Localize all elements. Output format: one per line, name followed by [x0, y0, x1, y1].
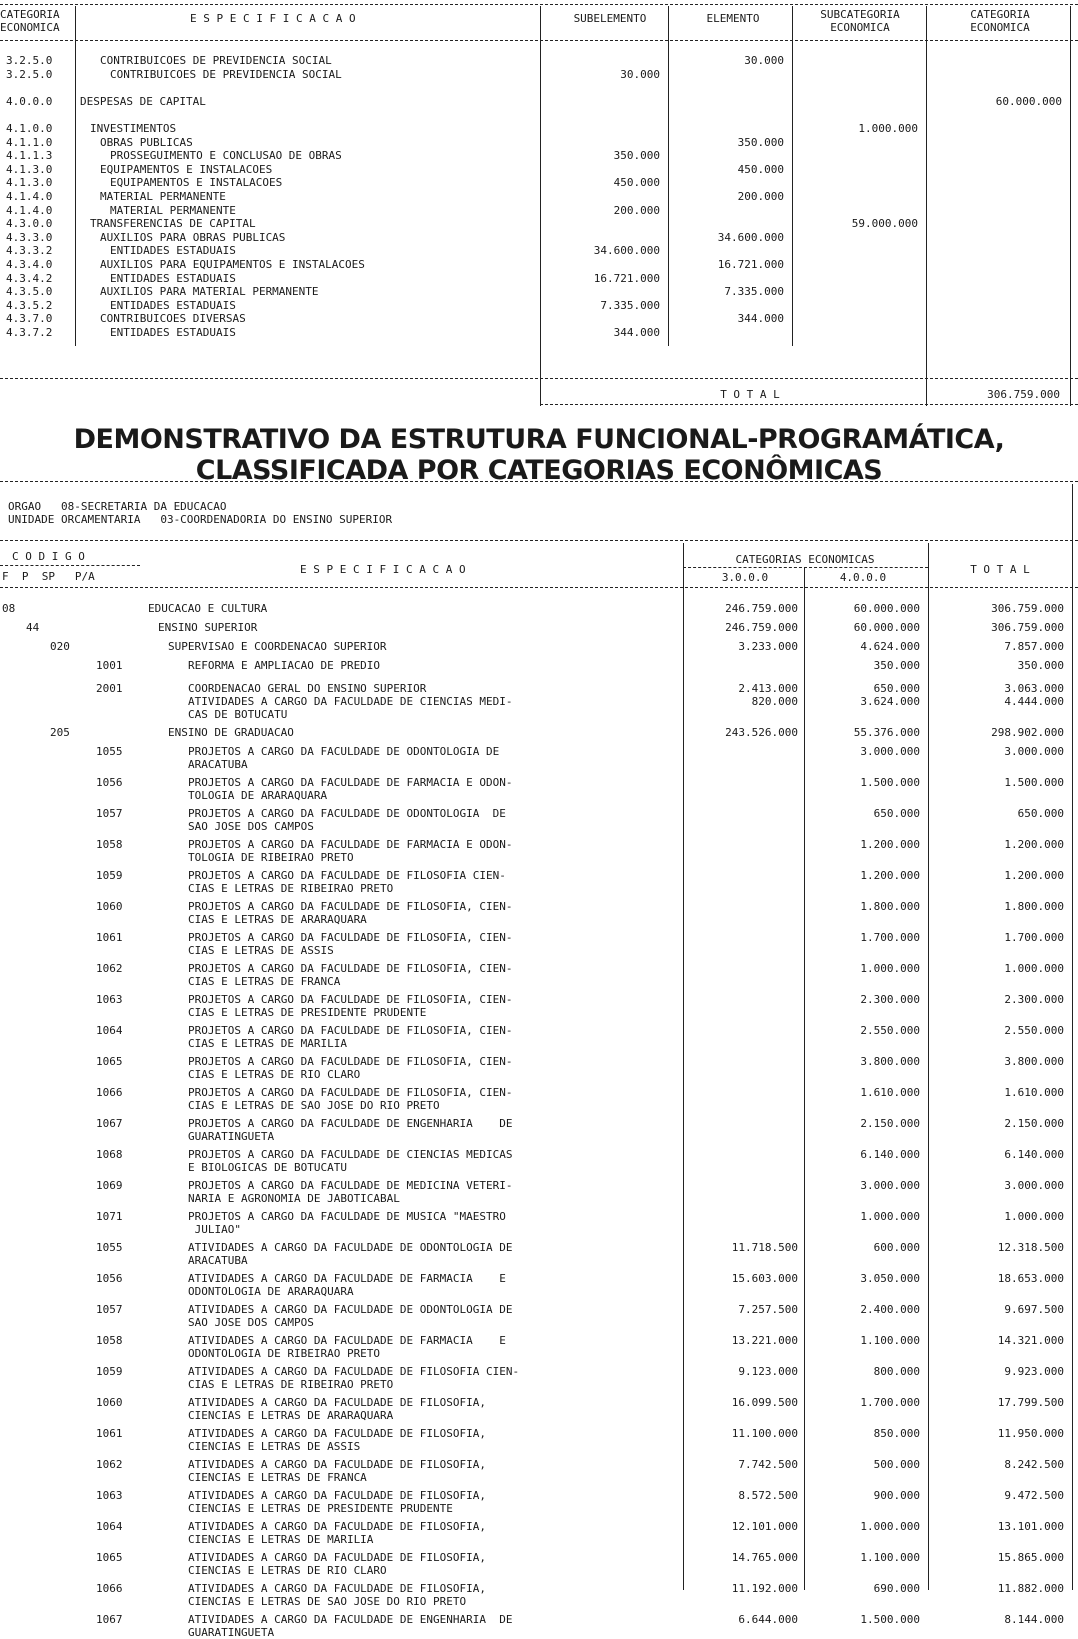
row-desc: PROJETOS A CARGO DA FACULDADE DE FARMACIA E ODON- TOLOGIA DE ARARAQUARA [188, 776, 513, 802]
row-total: 9.697.500 [1004, 1303, 1064, 1316]
row-elemento: 200.000 [737, 190, 784, 203]
row-desc: ENSINO DE GRADUACAO [168, 726, 294, 739]
cat-header-l1: CATEGORIA [0, 8, 60, 21]
row-pa: 1057 [96, 807, 123, 820]
row-code: 3.2.5.0 [6, 68, 53, 81]
row-total: 3.000.000 [1004, 745, 1064, 758]
row-c4: 3.050.000 [860, 1272, 920, 1285]
row-c3: 13.221.000 [731, 1334, 798, 1347]
row-c4: 2.300.000 [860, 993, 920, 1006]
row-c4: 800.000 [873, 1365, 920, 1378]
row-total: 1.200.000 [1004, 869, 1064, 882]
row-code: 4.1.4.0 [6, 190, 53, 203]
row-pa: 1056 [96, 1272, 123, 1285]
row-c3: 3.233.000 [738, 640, 798, 653]
row-total: 350.000 [1017, 659, 1064, 672]
row-desc: EQUIPAMENTOS E INSTALACOES [110, 176, 283, 189]
vrule-spec [540, 6, 541, 406]
catg-header-l1: CATEGORIA [970, 8, 1030, 21]
row-subelemento: 350.000 [613, 149, 660, 162]
row-desc: EQUIPAMENTOS E INSTALACOES [100, 163, 273, 176]
row-desc: INVESTIMENTOS [90, 122, 177, 135]
row-desc: ATIVIDADES A CARGO DA FACULDADE DE FILOSOFIA CIEN- CIAS E LETRAS DE RIBEIRAO PRETO [188, 1365, 520, 1391]
row-total: 2.150.000 [1004, 1117, 1064, 1130]
row-desc: OBRAS PUBLICAS [100, 136, 193, 149]
row-desc: ATIVIDADES A CARGO DA FACULDADE DE ODONTOLOGIA DE SAO JOSE DOS CAMPOS [188, 1303, 513, 1329]
row-desc: PROJETOS A CARGO DA FACULDADE DE FILOSOFIA, CIEN- CIAS E LETRAS DE ARARAQUARA [188, 900, 513, 926]
row-c4: 60.000.000 [853, 621, 920, 634]
row-desc: PROJETOS A CARGO DA FACULDADE DE ENGENHARIA DE GUARATINGUETA [188, 1117, 513, 1143]
row-pa: 1060 [96, 1396, 123, 1409]
row-pa: 1066 [96, 1086, 123, 1099]
row-desc: TRANSFERENCIAS DE CAPITAL [90, 217, 256, 230]
row-pa: 1064 [96, 1024, 123, 1037]
row-pa: 1064 [96, 1520, 123, 1533]
row-subelemento: 16.721.000 [593, 272, 660, 285]
bottom-top-rule [0, 481, 1078, 482]
row-pa: 1062 [96, 962, 123, 975]
row-code: 4.3.4.0 [6, 258, 53, 271]
categorias-rule [683, 567, 928, 568]
row-c3: 11.718.500 [731, 1241, 798, 1254]
row-c4: 1.000.000 [860, 962, 920, 975]
row-desc: PROJETOS A CARGO DA FACULDADE DE MEDICINA VETERI- NARIA E AGRONOMIA DE JABOTICABAL [188, 1179, 513, 1205]
row-total: 306.759.000 [991, 602, 1064, 615]
row-total: 306.759.000 [991, 621, 1064, 634]
total-rule [540, 404, 1078, 405]
row-c4: 1.200.000 [860, 838, 920, 851]
unidade-line: UNIDADE ORCAMENTARIA 03-COORDENADORIA DO ENSINO SUPERIOR [8, 513, 393, 526]
row-elemento: 16.721.000 [717, 258, 784, 271]
row-code: 4.3.0.0 [6, 217, 53, 230]
row-c4: 850.000 [873, 1427, 920, 1440]
row-elemento: 344.000 [737, 312, 784, 325]
row-c3: 14.765.000 [731, 1551, 798, 1564]
row-total: 650.000 [1017, 807, 1064, 820]
row-c3: 11.192.000 [731, 1582, 798, 1595]
row-c4: 1.200.000 [860, 869, 920, 882]
row-code: 4.3.3.2 [6, 244, 53, 257]
catg-header-l2: ECONOMICA [970, 21, 1030, 34]
row-pa: 1065 [96, 1551, 123, 1564]
row-desc: ATIVIDADES A CARGO DA FACULDADE DE FILOSOFIA, CIENCIAS E LETRAS DE ASSIS [188, 1427, 487, 1453]
row-pa: 1059 [96, 869, 123, 882]
row-elemento: 350.000 [737, 136, 784, 149]
subcat-header-l2: ECONOMICA [830, 21, 890, 34]
row-pa: 1066 [96, 1582, 123, 1595]
row-subelemento: 34.600.000 [593, 244, 660, 257]
row-total: 3.063.000 4.444.000 [1004, 682, 1064, 708]
categoria-header [940, 8, 1060, 34]
row-total: 8.242.500 [1004, 1458, 1064, 1471]
row-c4: 1.100.000 [860, 1551, 920, 1564]
row-desc: PROJETOS A CARGO DA FACULDADE DE FILOSOFIA, CIEN- CIAS E LETRAS DE ASSIS [188, 931, 513, 957]
vrule-subel [668, 6, 669, 346]
row-c3: 246.759.000 [725, 602, 798, 615]
bottom-header-rule [0, 587, 1078, 588]
row-pa: 1059 [96, 1365, 123, 1378]
bottom-meta-rule [0, 540, 1078, 541]
row-desc: ATIVIDADES A CARGO DA FACULDADE DE FILOSOFIA, CIENCIAS E LETRAS DE FRANCA [188, 1458, 487, 1484]
row-total: 7.857.000 [1004, 640, 1064, 653]
row-desc: PROJETOS A CARGO DA FACULDADE DE ODONTOLOGIA DE SAO JOSE DOS CAMPOS [188, 807, 506, 833]
vrule-subcat [926, 6, 927, 406]
row-c3: 6.644.000 [738, 1613, 798, 1626]
row-total: 1.000.000 [1004, 1210, 1064, 1223]
row-pa: 1061 [96, 1427, 123, 1440]
row-total: 298.902.000 [991, 726, 1064, 739]
row-code: 4.3.4.2 [6, 272, 53, 285]
row-desc: PROJETOS A CARGO DA FACULDADE DE FILOSOFIA, CIEN- CIAS E LETRAS DE RIO CLARO [188, 1055, 513, 1081]
row-desc: ATIVIDADES A CARGO DA FACULDADE DE FARMACIA E ODONTOLOGIA DE ARARAQUARA [188, 1272, 506, 1298]
row-pa: 1071 [96, 1210, 123, 1223]
row-code: 4.1.1.0 [6, 136, 53, 149]
row-desc: CONTRIBUICOES DE PREVIDENCIA SOCIAL [100, 54, 332, 67]
cat-header-l2: ECONOMICA [0, 21, 60, 34]
subcat-header-l1: SUBCATEGORIA [820, 8, 900, 21]
vrule-c4 [804, 568, 805, 1590]
row-subelemento: 30.000 [620, 68, 660, 81]
row-c3: 243.526.000 [725, 726, 798, 739]
row-total: 1.200.000 [1004, 838, 1064, 851]
row-p: 44 [26, 621, 40, 634]
subcategoria-header [800, 8, 920, 34]
row-c4: 1.000.000 [860, 1210, 920, 1223]
vrule-total [928, 543, 929, 1590]
row-c4: 900.000 [873, 1489, 920, 1502]
row-c3: 246.759.000 [725, 621, 798, 634]
top-header-rule [0, 40, 1078, 41]
row-code: 4.3.5.2 [6, 299, 53, 312]
row-c4: 690.000 [873, 1582, 920, 1595]
row-pa: 2001 [96, 682, 123, 695]
row-desc: PROJETOS A CARGO DA FACULDADE DE FILOSOFIA, CIEN- CIAS E LETRAS DE SAO JOSE DO RIO PRETO [188, 1086, 513, 1112]
spec-header: E S P E C I F I C A C A O [190, 12, 356, 25]
row-c4: 3.000.000 [860, 745, 920, 758]
row-total: 9.923.000 [1004, 1365, 1064, 1378]
row-desc: PROJETOS A CARGO DA FACULDADE DE FILOSOFIA CIEN- CIAS E LETRAS DE RIBEIRAO PRETO [188, 869, 506, 895]
row-subelemento: 344.000 [613, 326, 660, 339]
row-c4: 4.624.000 [860, 640, 920, 653]
row-desc: EDUCACAO E CULTURA [148, 602, 268, 615]
row-desc: ATIVIDADES A CARGO DA FACULDADE DE ODONTOLOGIA DE ARACATUBA [188, 1241, 513, 1267]
row-c4: 1.700.000 [860, 1396, 920, 1409]
row-total: 11.882.000 [997, 1582, 1064, 1595]
row-total: 3.800.000 [1004, 1055, 1064, 1068]
row-desc: ENSINO SUPERIOR [158, 621, 258, 634]
row-desc: PROSSEGUIMENTO E CONCLUSAO DE OBRAS [110, 149, 342, 162]
row-total: 1.610.000 [1004, 1086, 1064, 1099]
subelemento-header: SUBELEMENTO [573, 12, 647, 25]
row-c4: 600.000 [873, 1241, 920, 1254]
row-pa: 1062 [96, 1458, 123, 1471]
total-header: T O T A L [970, 563, 1030, 576]
row-code: 4.3.5.0 [6, 285, 53, 298]
row-total: 2.550.000 [1004, 1024, 1064, 1037]
row-code: 4.1.3.0 [6, 176, 53, 189]
fp-header: F P SP P/A [2, 570, 95, 583]
row-desc: ATIVIDADES A CARGO DA FACULDADE DE FILOSOFIA, CIENCIAS E LETRAS DE ARARAQUARA [188, 1396, 487, 1422]
row-c4: 1.800.000 [860, 900, 920, 913]
cat-header [0, 8, 70, 34]
row-code: 4.1.0.0 [6, 122, 53, 135]
row-pa: 1063 [96, 1489, 123, 1502]
row-desc: CONTRIBUICOES DIVERSAS [100, 312, 246, 325]
row-pa: 1055 [96, 1241, 123, 1254]
row-total: 6.140.000 [1004, 1148, 1064, 1161]
spec-header-bottom: E S P E C I F I C A C A O [300, 563, 466, 576]
row-c4: 6.140.000 [860, 1148, 920, 1161]
row-c3: 2.413.000 820.000 [738, 682, 798, 708]
row-total: 18.653.000 [997, 1272, 1064, 1285]
row-desc: ATIVIDADES A CARGO DA FACULDADE DE FILOSOFIA, CIENCIAS E LETRAS DE PRESIDENTE PRUDENTE [188, 1489, 487, 1515]
row-code: 4.1.1.3 [6, 149, 53, 162]
row-desc: MATERIAL PERMANENTE [110, 204, 236, 217]
row-code: 4.3.7.2 [6, 326, 53, 339]
row-c4: 1.700.000 [860, 931, 920, 944]
row-c3: 16.099.500 [731, 1396, 798, 1409]
row-c4: 55.376.000 [853, 726, 920, 739]
row-pa: 1056 [96, 776, 123, 789]
vrule-right [1070, 6, 1071, 406]
row-sp: 205 [50, 726, 70, 739]
row-code: 4.3.7.0 [6, 312, 53, 325]
row-c3: 12.101.000 [731, 1520, 798, 1533]
row-pa: 1069 [96, 1179, 123, 1192]
row-code: 4.1.3.0 [6, 163, 53, 176]
row-c4: 500.000 [873, 1458, 920, 1471]
row-total: 14.321.000 [997, 1334, 1064, 1347]
row-desc: ATIVIDADES A CARGO DA FACULDADE DE FILOSOFIA, CIENCIAS E LETRAS DE MARILIA [188, 1520, 487, 1546]
total-label: T O T A L [720, 388, 780, 401]
row-elemento: 7.335.000 [724, 285, 784, 298]
row-desc: PROJETOS A CARGO DA FACULDADE DE FILOSOFIA, CIEN- CIAS E LETRAS DE FRANCA [188, 962, 513, 988]
row-pa: 1058 [96, 838, 123, 851]
row-c4: 2.400.000 [860, 1303, 920, 1316]
row-c4: 1.610.000 [860, 1086, 920, 1099]
row-c4: 350.000 [873, 659, 920, 672]
row-pa: 1001 [96, 659, 123, 672]
row-total: 8.144.000 [1004, 1613, 1064, 1626]
row-subelemento: 450.000 [613, 176, 660, 189]
row-desc: PROJETOS A CARGO DA FACULDADE DE FILOSOFIA, CIEN- CIAS E LETRAS DE MARILIA [188, 1024, 513, 1050]
row-desc: ATIVIDADES A CARGO DA FACULDADE DE FILOSOFIA, CIENCIAS E LETRAS DE RIO CLARO [188, 1551, 487, 1577]
total-value: 306.759.000 [987, 388, 1060, 401]
row-desc: ENTIDADES ESTADUAIS [110, 244, 236, 257]
row-c3: 15.603.000 [731, 1272, 798, 1285]
row-c4: 3.000.000 [860, 1179, 920, 1192]
row-code: 4.1.4.0 [6, 204, 53, 217]
row-desc: SUPERVISAO E COORDENACAO SUPERIOR [168, 640, 387, 653]
row-c3: 11.100.000 [731, 1427, 798, 1440]
row-elemento: 34.600.000 [717, 231, 784, 244]
vrule-elem [792, 6, 793, 346]
row-code: 4.3.3.0 [6, 231, 53, 244]
row-c3: 8.572.500 [738, 1489, 798, 1502]
c4-header: 4.0.0.0 [839, 571, 887, 584]
row-desc: REFORMA E AMPLIACAO DE PREDIO [188, 659, 381, 672]
row-c3: 9.123.000 [738, 1365, 798, 1378]
row-desc: PROJETOS A CARGO DA FACULDADE DE FARMACIA E ODON- TOLOGIA DE RIBEIRAO PRETO [188, 838, 513, 864]
codigo-header: C O D I G O [12, 550, 85, 563]
row-elemento: 450.000 [737, 163, 784, 176]
row-total: 11.950.000 [997, 1427, 1064, 1440]
row-c4: 60.000.000 [853, 602, 920, 615]
row-c4: 1.000.000 [860, 1520, 920, 1533]
row-total: 1.700.000 [1004, 931, 1064, 944]
row-desc: AUXILIOS PARA MATERIAL PERMANENTE [100, 285, 319, 298]
row-desc: ATIVIDADES A CARGO DA FACULDADE DE ENGENHARIA DE GUARATINGUETA [188, 1613, 513, 1639]
vrule-code [75, 6, 76, 346]
row-pa: 1058 [96, 1334, 123, 1347]
row-total: 1.500.000 [1004, 776, 1064, 789]
row-c4: 650.000 [873, 807, 920, 820]
row-desc: PROJETOS A CARGO DA FACULDADE DE FILOSOFIA, CIEN- CIAS E LETRAS DE PRESIDENTE PRUDENTE [188, 993, 513, 1019]
row-pa: 1063 [96, 993, 123, 1006]
row-total: 13.101.000 [997, 1520, 1064, 1533]
row-desc: ENTIDADES ESTADUAIS [110, 299, 236, 312]
row-desc: AUXILIOS PARA OBRAS PUBLICAS [100, 231, 286, 244]
row-total: 1.800.000 [1004, 900, 1064, 913]
row-pa: 1065 [96, 1055, 123, 1068]
row-subelemento: 7.335.000 [600, 299, 660, 312]
row-c4: 1.500.000 [860, 776, 920, 789]
row-total: 12.318.500 [997, 1241, 1064, 1254]
row-pa: 1057 [96, 1303, 123, 1316]
title-line-2: CLASSIFICADA POR CATEGORIAS ECONÔMICAS [195, 455, 883, 486]
row-total: 15.865.000 [997, 1551, 1064, 1564]
row-desc: COORDENACAO GERAL DO ENSINO SUPERIOR ATIVIDADES A CARGO DA FACULDADE DE CIENCIAS MEDI- CAS DE BOTUCATU [188, 682, 513, 721]
categorias-header: CATEGORIAS ECONOMICAS [735, 553, 875, 566]
row-total: 1.000.000 [1004, 962, 1064, 975]
row-pa: 1055 [96, 745, 123, 758]
row-pa: 1067 [96, 1117, 123, 1130]
vrule-right-bottom [1072, 484, 1073, 1590]
row-c4: 2.550.000 [860, 1024, 920, 1037]
row-c4: 1.100.000 [860, 1334, 920, 1347]
row-desc: PROJETOS A CARGO DA FACULDADE DE CIENCIAS MEDICAS E BIOLOGICAS DE BOTUCATU [188, 1148, 513, 1174]
row-c4: 3.800.000 [860, 1055, 920, 1068]
codigo-rule [0, 565, 140, 566]
row-subelemento: 200.000 [613, 204, 660, 217]
row-c3: 7.742.500 [738, 1458, 798, 1471]
row-desc: ATIVIDADES A CARGO DA FACULDADE DE FILOSOFIA, CIENCIAS E LETRAS DE SAO JOSE DO RIO PRETO [188, 1582, 487, 1608]
row-total: 2.300.000 [1004, 993, 1064, 1006]
row-desc: CONTRIBUICOES DE PREVIDENCIA SOCIAL [110, 68, 342, 81]
row-desc: ATIVIDADES A CARGO DA FACULDADE DE FARMACIA E ODONTOLOGIA DE RIBEIRAO PRETO [188, 1334, 506, 1360]
row-pa: 1061 [96, 931, 123, 944]
row-sp: 020 [50, 640, 70, 653]
row-desc: PROJETOS A CARGO DA FACULDADE DE MUSICA "MAESTRO JULIAO" [188, 1210, 506, 1236]
top-rule [0, 4, 1078, 5]
vrule-c3 [683, 543, 684, 1590]
row-categoria: 60.000.000 [995, 95, 1062, 108]
orgao-line: ORGAO 08-SECRETARIA DA EDUCACAO [8, 500, 227, 513]
row-f: 08 [2, 602, 16, 615]
row-elemento: 30.000 [744, 54, 784, 67]
row-c4: 2.150.000 [860, 1117, 920, 1130]
row-total: 3.000.000 [1004, 1179, 1064, 1192]
row-subcategoria: 59.000.000 [851, 217, 918, 230]
c3-header: 3.0.0.0 [721, 571, 769, 584]
row-c4: 1.500.000 [860, 1613, 920, 1626]
row-c3: 7.257.500 [738, 1303, 798, 1316]
row-desc: PROJETOS A CARGO DA FACULDADE DE ODONTOLOGIA DE ARACATUBA [188, 745, 500, 771]
row-total: 9.472.500 [1004, 1489, 1064, 1502]
row-code: 4.0.0.0 [6, 95, 53, 108]
row-desc: DESPESAS DE CAPITAL [80, 95, 206, 108]
row-desc: ENTIDADES ESTADUAIS [110, 326, 236, 339]
row-total: 17.799.500 [997, 1396, 1064, 1409]
row-pa: 1060 [96, 900, 123, 913]
elemento-header: ELEMENTO [706, 12, 760, 25]
row-desc: AUXILIOS PARA EQUIPAMENTOS E INSTALACOES [100, 258, 365, 271]
row-c4: 650.000 3.624.000 [860, 682, 920, 708]
row-pa: 1068 [96, 1148, 123, 1161]
title-line-1: DEMONSTRATIVO DA ESTRUTURA FUNCIONAL-PROGRAMÁTICA, [73, 424, 1005, 455]
row-subcategoria: 1.000.000 [858, 122, 918, 135]
row-desc: ENTIDADES ESTADUAIS [110, 272, 236, 285]
row-desc: MATERIAL PERMANENTE [100, 190, 226, 203]
row-pa: 1067 [96, 1613, 123, 1626]
row-code: 3.2.5.0 [6, 54, 53, 67]
top-rows-end-rule [0, 378, 1078, 379]
